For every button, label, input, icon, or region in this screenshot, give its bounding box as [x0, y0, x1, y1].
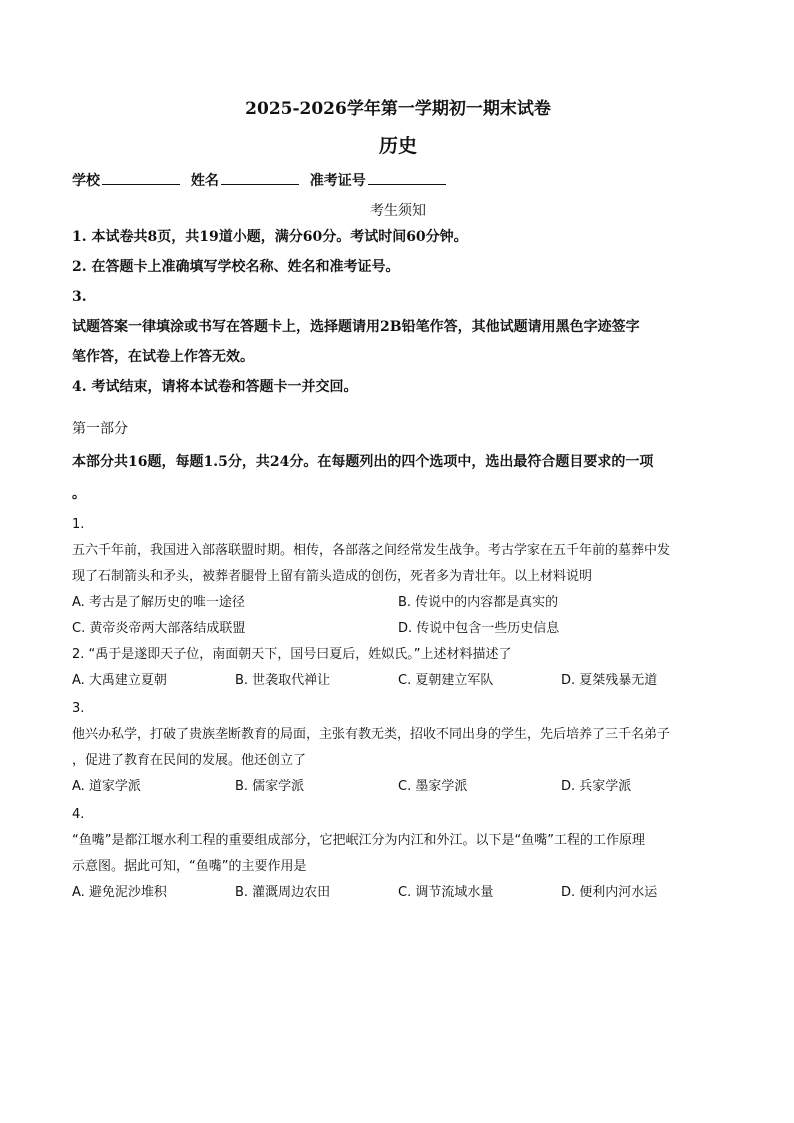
school-blank	[102, 170, 180, 185]
question-4-stem-line-2: 示意图。据此可知，“鱼嘴”的主要作用是	[72, 859, 307, 874]
question-1-option-b[interactable]: B. 传说中的内容都是真实的	[398, 595, 559, 610]
exam-page	[72, 96, 724, 906]
question-1-stem-line-1: 五六千年前，我国进入部落联盟时期。相传，各部落之间经常发生战争。考古学家在五千年前的墓葬中发	[72, 543, 671, 558]
school-label: 学校	[72, 173, 100, 189]
part-one-description-line-1: 本部分共16题，每题1.5分，共24分。在每题列出的四个选项中，选出最符合题目要求的一项	[72, 454, 654, 470]
question-1-option-d[interactable]: D. 传说中包含一些历史信息	[398, 621, 560, 636]
question-3-option-a[interactable]: A. 道家学派	[72, 779, 141, 794]
question-3-option-b[interactable]: B. 儒家学派	[235, 779, 305, 794]
question-4-number: 4.	[72, 807, 85, 822]
notice-item-4: 4. 考试结束，请将本试卷和答题卡一并交回。	[72, 379, 358, 395]
question-3-option-c[interactable]: C. 墨家学派	[398, 779, 468, 794]
id-blank	[368, 170, 446, 185]
notice-item-2: 2. 在答题卡上准确填写学校名称、姓名和准考证号。	[72, 259, 400, 275]
question-3-stem-line-1: 他兴办私学，打破了贵族垄断教育的局面，主张有教无类，招收不同出身的学生，先后培养了三千名弟子	[72, 727, 671, 742]
question-4-option-a[interactable]: A. 避免泥沙堆积	[72, 885, 167, 900]
question-4-stem-line-1: “鱼嘴”是都江堰水利工程的重要组成部分，它把岷江分为内江和外江。以下是“鱼嘴”工程的工作原理	[72, 833, 645, 848]
question-2-options	[72, 668, 724, 694]
question-3-options	[72, 774, 724, 800]
notice-heading: 考生须知	[370, 203, 426, 219]
question-4-option-d[interactable]: D. 便利内河水运	[561, 885, 658, 900]
notice-item-3-line-1: 试题答案一律填涂或书写在答题卡上，选择题请用2B铅笔作答，其他试题请用黑色字迹签字	[72, 319, 640, 335]
exam-title: 2025-2026学年第一学期初一期末试卷	[245, 99, 551, 119]
notice-item-3-number: 3.	[72, 289, 87, 305]
question-1-stem-line-2: 现了石制箭头和矛头，被葬者腿骨上留有箭头造成的创伤，死者多为青壮年。以上材料说明	[72, 569, 593, 584]
question-3-option-d[interactable]: D. 兵家学派	[561, 779, 632, 794]
question-1-number: 1.	[72, 517, 85, 532]
question-1-options	[72, 590, 724, 642]
question-4-option-c[interactable]: C. 调节流域水量	[398, 885, 494, 900]
name-blank	[221, 170, 299, 185]
question-2-option-a[interactable]: A. 大禹建立夏朝	[72, 673, 167, 688]
question-2-option-b[interactable]: B. 世袭取代禅让	[235, 673, 331, 688]
id-label: 准考证号	[309, 173, 366, 189]
question-2-stem: 2. “禹于是遂即天子位，南面朝天下，国号曰夏后，姓姒氏。”上述材料描述了	[72, 647, 512, 662]
question-3-number: 3.	[72, 701, 85, 716]
question-2-option-c[interactable]: C. 夏朝建立军队	[398, 673, 494, 688]
notice-item-3-line-2: 笔作答，在试卷上作答无效。	[72, 349, 254, 365]
notice-item-1: 1. 本试卷共8页，共19道小题，满分60分。考试时间60分钟。	[72, 229, 468, 245]
question-1-option-a[interactable]: A. 考古是了解历史的唯一途径	[72, 595, 245, 610]
question-3-stem-line-2: ，促进了教育在民间的发展。他还创立了	[72, 753, 307, 768]
question-2-option-d[interactable]: D. 夏桀残暴无道	[561, 673, 658, 688]
student-info-line	[72, 170, 724, 192]
subject-title: 历史	[378, 135, 417, 157]
question-1-option-c[interactable]: C. 黄帝炎帝两大部落结成联盟	[72, 621, 246, 636]
name-label: 姓名	[190, 173, 219, 189]
part-one-description-line-2: 。	[72, 486, 86, 502]
part-one-title: 第一部分	[72, 421, 128, 437]
question-4-option-b[interactable]: B. 灌溉周边农田	[235, 885, 331, 900]
question-4-options	[72, 880, 724, 906]
